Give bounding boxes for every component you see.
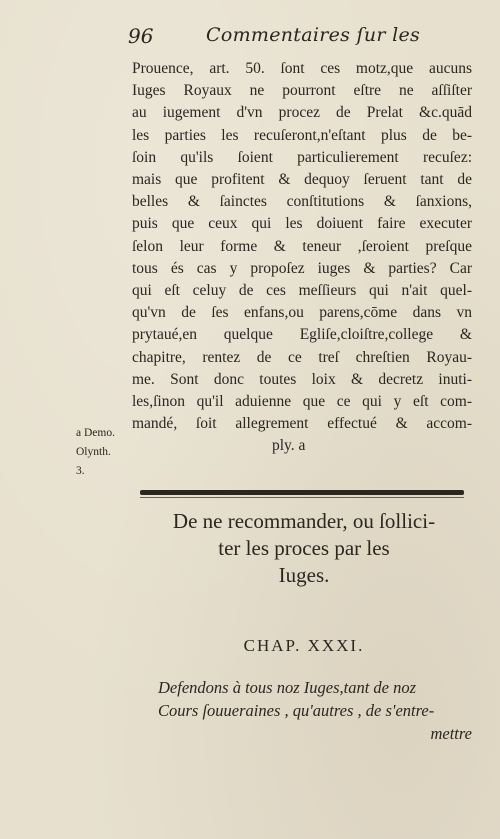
section-title-line: Iuges. (278, 563, 330, 587)
text-line: mais que profitent & dequoy ſeruent tant de (132, 171, 472, 189)
italic-line: Cours ſouueraines , qu'autres , de s'entre- (158, 701, 435, 720)
text-line: au iugement d'vn procez de Prelat &c.quād (132, 104, 472, 122)
ornamental-rule-thin (140, 497, 464, 498)
body-text (132, 58, 472, 458)
chapter-heading: CHAP. XXXI. (243, 636, 365, 655)
italic-text (158, 676, 472, 745)
text-line: tous és cas y propoſez iuges & parties? Car (132, 259, 472, 277)
section-title (134, 508, 474, 589)
page-header (128, 24, 470, 54)
text-line: belles & ſainctes conſtitutions & ſanxions, (132, 193, 472, 211)
marginal-note-line: 3. (76, 465, 85, 477)
text-line: me. Sont donc toutes loix & decretz inuti- (132, 370, 472, 388)
section-title-line: De ne recommander, ou ſollici- (172, 509, 436, 533)
section-title-line: ter les proces par les (218, 536, 390, 560)
text-line: les,ſinon qu'il aduienne que ce qui y eſt com- (132, 393, 472, 411)
text-line: mandé, ſoit allegrement effectué & accom- (132, 415, 472, 433)
catchword: ply. a (272, 437, 306, 455)
marginal-note (76, 424, 115, 481)
page-number: 96 (128, 24, 154, 48)
text-line: ſoin qu'ils ſoient particulierement recuſez: (132, 148, 472, 166)
marginal-note-line: a Demo. (76, 427, 115, 439)
text-line: Iuges Royaux ne pourront eſtre ne aſſiſter (132, 82, 472, 100)
text-line: chapitre, rentez de ce treſ chreſtien Royau- (132, 348, 472, 366)
text-line: Prouence, art. 50. ſont ces motz,que aucuns (132, 60, 472, 77)
italic-line: Defendons à tous noz Iuges,tant de noz (158, 678, 417, 697)
text-line: les parties les recuſeront,n'eſtant plus de be- (132, 126, 472, 144)
text-line: prytaué,en quelque Egliſe,cloiſtre,college & (132, 326, 472, 344)
text-line: qu'vn de ſes enfans,ou parens,cōme dans vn (132, 304, 472, 322)
running-title: Commentaires ſur les (206, 24, 421, 46)
text-line: ſelon leur forme & teneur ,ſeroient preſque (132, 237, 472, 255)
text-line: puis que ceux qui les doiuent faire executer (132, 215, 472, 233)
text-line: qui eſt celuy de ces meſſieurs qui n'ait quel- (132, 282, 472, 300)
marginal-note-line: Olynth. (76, 446, 111, 458)
ornamental-rule (140, 490, 464, 495)
italic-line: mettre (430, 724, 472, 743)
